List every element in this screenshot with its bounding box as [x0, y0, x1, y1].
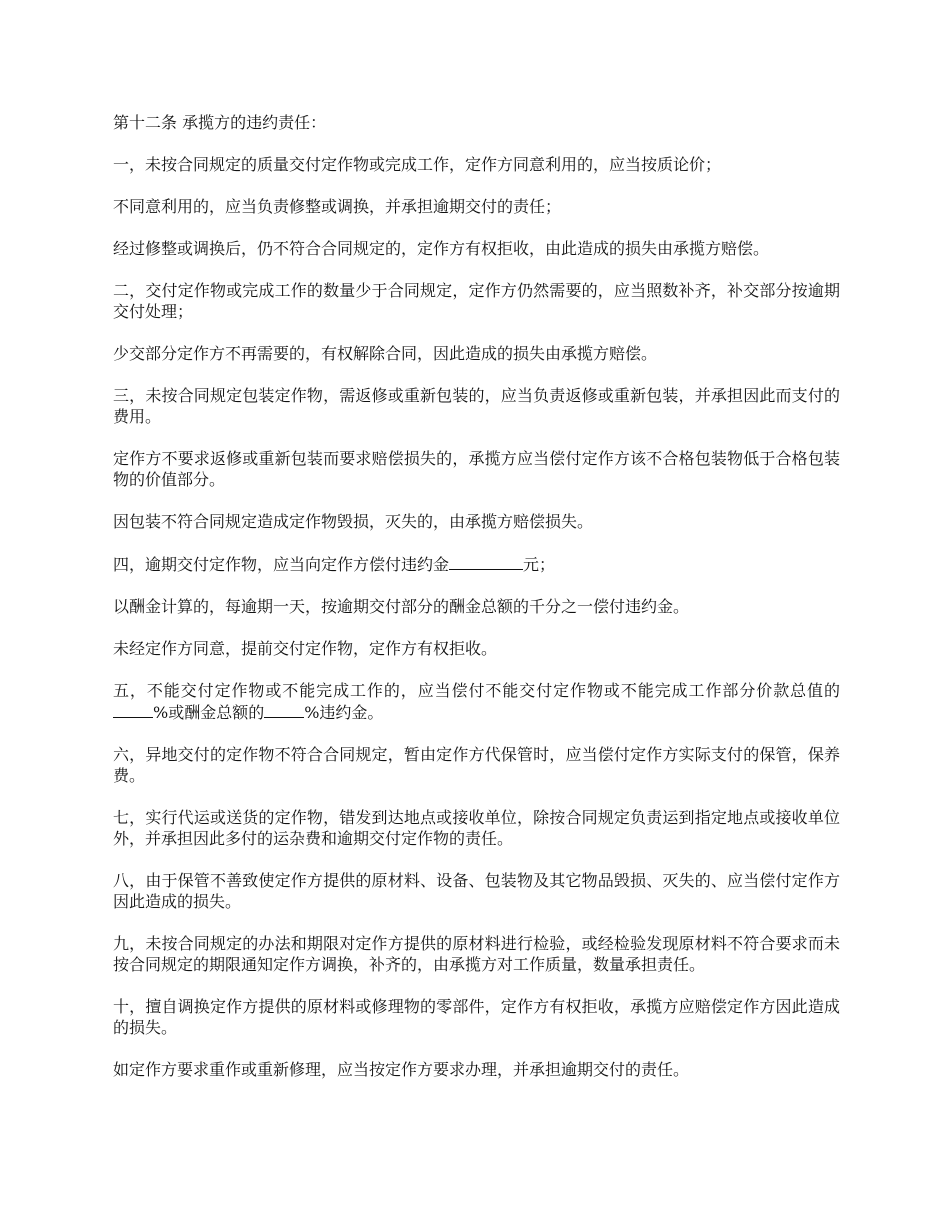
- percent-text-before: 五，不能交付定作物或不能完成工作的，应当偿付不能交付定作物或不能完成工作部分价款总值的: [113, 681, 840, 700]
- paragraph-6: 三，未按合同规定包装定作物，需返修或重新包装的，应当负责返修或重新包装，并承担因此而支付的费用。: [113, 386, 840, 426]
- percent-blank-1: [113, 701, 153, 718]
- paragraph-15: 八，由于保管不善致使定作方提供的原材料、设备、包装物及其它物品毁损、灭失的、应当偿付定作方因此造成的损失。: [113, 871, 840, 911]
- paragraph-14: 七，实行代运或送货的定作物，错发到达地点或接收单位，除按合同规定负责运到指定地点或接收单位外，并承担因此多付的运杂费和逾期交付定作物的责任。: [113, 808, 840, 848]
- paragraph-10: 以酬金计算的，每逾期一天，按逾期交付部分的酬金总额的千分之一偿付违约金。: [113, 597, 690, 616]
- percent-text-after: %违约金。: [304, 703, 384, 722]
- paragraph-11: 未经定作方同意，提前交付定作物，定作方有权拒收。: [113, 639, 498, 658]
- paragraph-5: 少交部分定作方不再需要的，有权解除合同，因此造成的损失由承揽方赔偿。: [113, 344, 658, 363]
- document-body: [113, 112, 840, 1101]
- article-heading: 第十二条 承揽方的违约责任：: [113, 113, 327, 132]
- penalty-text-before: 四，逾期交付定作物，应当向定作方偿付违约金: [113, 555, 450, 574]
- paragraph-2: 不同意利用的，应当负责修整或调换，并承担逾期交付的责任；: [113, 197, 562, 216]
- penalty-amount-blank: [449, 553, 523, 570]
- paragraph-8: 因包装不符合同规定造成定作物毁损，灭失的，由承揽方赔偿损失。: [113, 512, 594, 531]
- paragraph-3: 经过修整或调换后，仍不符合合同规定的，定作方有权拒收，由此造成的损失由承揽方赔偿。: [113, 239, 770, 258]
- paragraph-18: 如定作方要求重作或重新修理，应当按定作方要求办理，并承担逾期交付的责任。: [113, 1060, 690, 1079]
- paragraph-penalty-amount: [113, 553, 840, 575]
- paragraph-1: 一，未按合同规定的质量交付定作物或完成工作，定作方同意利用的，应当按质论价；: [113, 155, 722, 174]
- paragraph-penalty-percent: [113, 680, 840, 723]
- paragraph-13: 六，异地交付的定作物不符合合同规定，暂由定作方代保管时，应当偿付定作方实际支付的保管，保养费。: [113, 745, 840, 785]
- paragraph-16: 九，未按合同规定的办法和期限对定作方提供的原材料进行检验，或经检验发现原材料不符合要求而未按合同规定的期限通知定作方调换，补齐的，由承揽方对工作质量，数量承担责任。: [113, 934, 840, 974]
- percent-text-middle: %或酬金总额的: [153, 703, 265, 722]
- paragraph-7: 定作方不要求返修或重新包装而要求赔偿损失的，承揽方应当偿付定作方该不合格包装物低于合格包装物的价值部分。: [113, 449, 840, 489]
- penalty-text-after: 元；: [523, 555, 556, 574]
- paragraph-4: 二，交付定作物或完成工作的数量少于合同规定，定作方仍然需要的，应当照数补齐，补交部分按逾期交付处理；: [113, 281, 840, 321]
- percent-blank-2: [264, 701, 304, 718]
- paragraph-17: 十，擅自调换定作方提供的原材料或修理物的零部件，定作方有权拒收，承揽方应赔偿定作方因此造成的损失。: [113, 997, 840, 1037]
